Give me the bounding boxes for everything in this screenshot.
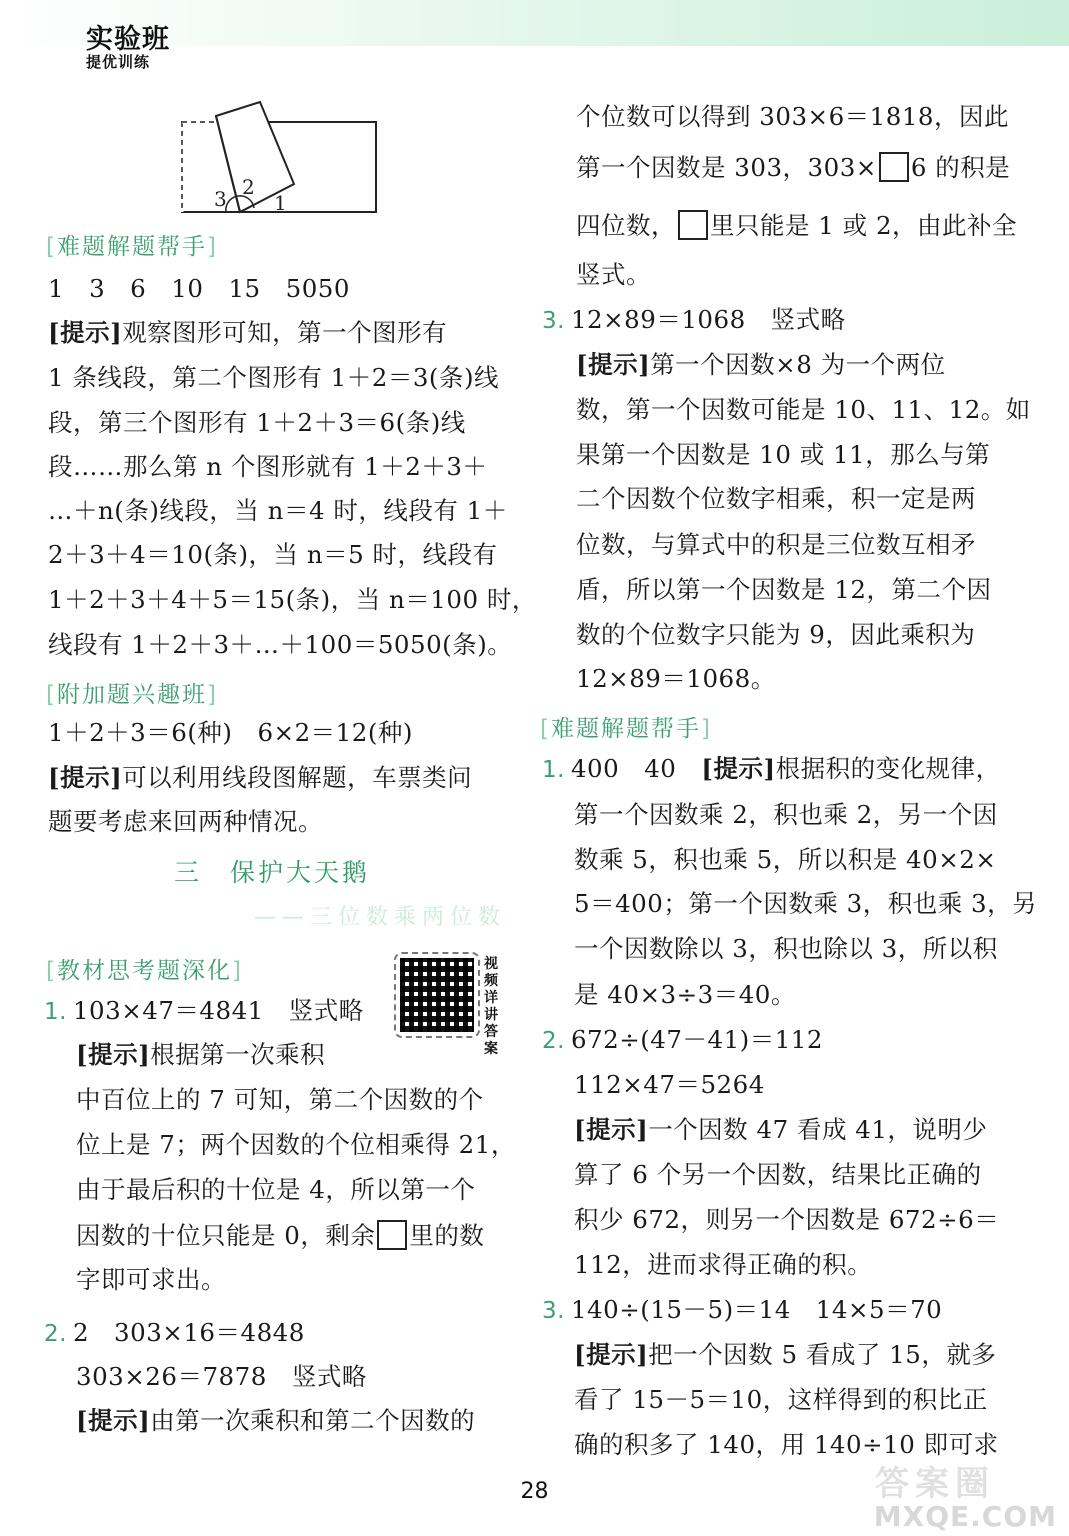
text-line: 1＋2＋3＋4＋5＝15(条)，当 n＝100 时，	[48, 585, 537, 614]
text-line: 位上是 7；两个因数的个位相乘得 21，	[76, 1130, 516, 1159]
hint-line: [提示]一个因数 47 看成 41，说明少	[574, 1115, 988, 1144]
blank-box	[678, 210, 708, 240]
question-1: 1. 103×47＝4841 竖式略	[44, 996, 364, 1025]
text-line: 12×89＝1068。	[576, 664, 776, 693]
text-line: 1 条线段，第二个图形有 1＋2＝3(条)线	[48, 363, 500, 392]
text-line: 题要考虑来回两种情况。	[48, 807, 323, 836]
fig-label-3: 3	[214, 187, 227, 211]
text-line: 由于最后积的十位是 4，所以第一个	[76, 1175, 476, 1204]
page-number: 28	[520, 1479, 549, 1504]
blank-box	[377, 1220, 407, 1250]
text-line: 因数的十位只能是 0，剩余 里的数	[76, 1221, 485, 1250]
watermark-logo: 答案圈	[875, 1464, 995, 1504]
text-line: 数乘 5，积也乘 5，所以积是 40×2×	[574, 845, 997, 874]
angle-figure	[178, 100, 380, 218]
text-line: 看了 15－5＝10，这样得到的积比正	[574, 1385, 988, 1414]
text-line: 盾，所以第一个因数是 12，第二个因	[576, 575, 992, 604]
fig-label-1: 1	[274, 191, 287, 215]
text-line: 确的积多了 140，用 140÷10 即可求	[574, 1430, 999, 1459]
text-line: 是 40×3÷3＝40。	[574, 980, 796, 1009]
chapter-title: 三 保护大天鹅	[174, 858, 371, 887]
text-line: 四位数， 里只能是 1 或 2，由此补全	[576, 211, 1018, 240]
qr-caption: 视频详讲答案	[484, 956, 498, 1057]
section-bonus: [附加题兴趣班]	[46, 682, 218, 708]
hint-line: [提示]把一个因数 5 看成了 15，就多	[574, 1340, 997, 1369]
section-hard-left: [难题解题帮手]	[46, 234, 218, 260]
hint-line: [提示]观察图形可知，第一个图形有	[48, 318, 448, 347]
question-2: 2. 2 303×16＝4848	[44, 1318, 305, 1347]
text-line: 位数，与算式中的积是三位数互相矛	[576, 530, 976, 559]
text-line: 112×47＝5264	[574, 1070, 765, 1099]
question-2: 2. 672÷(47－41)＝112	[542, 1025, 823, 1054]
text-line: 2＋3＋4＝10(条)，当 n＝5 时，线段有	[48, 540, 498, 569]
text-line: 第一个因数乘 2，积也乘 2，另一个因	[574, 800, 998, 829]
section-hard-right: [难题解题帮手]	[540, 716, 712, 742]
text-line: 5＝400；第一个因数乘 3，积也乘 3，另	[574, 889, 1038, 918]
text-line: 竖式。	[576, 260, 651, 289]
text-line: 第一个因数是 303，303× 6 的积是	[576, 153, 1011, 182]
text-line: 果第一个因数是 10 或 11，那么与第	[576, 440, 991, 469]
text-line: 二个因数个位数字相乘，积一定是两	[576, 484, 976, 513]
text-line: 数，第一个因数可能是 10、11、12。如	[576, 395, 1031, 424]
text-line: 303×26＝7878 竖式略	[76, 1362, 367, 1391]
brand-sub: 提优训练	[86, 53, 151, 71]
question-1: 1. 400 40 [提示]根据积的变化规律，	[542, 754, 1001, 783]
section-textbook: [教材思考题深化]	[46, 958, 243, 984]
hint-line: [提示]根据第一次乘积	[76, 1040, 326, 1069]
question-3: 3. 12×89＝1068 竖式略	[542, 305, 846, 334]
answer-line: 1＋2＋3＝6(种) 6×2＝12(种)	[48, 718, 413, 747]
text-line: 线段有 1＋2＋3＋…＋100＝5050(条)。	[48, 630, 513, 659]
text-line: 段……那么第 n 个图形就有 1＋2＋3＋	[48, 452, 488, 481]
text-line: 一个因数除以 3，积也除以 3，所以积	[574, 934, 998, 963]
hint-line: [提示]第一个因数×8 为一个两位	[576, 350, 946, 379]
hint-line: [提示]可以利用线段图解题，车票类问	[48, 763, 473, 792]
hint-line: [提示]由第一次乘积和第二个因数的	[76, 1406, 476, 1435]
watermark-site: MXQE.COM	[873, 1500, 1057, 1533]
text-line: 字即可求出。	[76, 1265, 226, 1294]
text-line: 积少 672，则另一个因数是 672÷6＝	[574, 1205, 1000, 1234]
text-line: 段，第三个图形有 1＋2＋3＝6(条)线	[48, 408, 466, 437]
text-line: 算了 6 个另一个因数，结果比正确的	[574, 1160, 982, 1189]
text-line: …＋n(条)线段，当 n＝4 时，线段有 1＋	[48, 496, 508, 525]
text-line: 中百位上的 7 可知，第二个因数的个	[76, 1085, 484, 1114]
text-line: 数的个位数字只能为 9，因此乘积为	[576, 620, 976, 649]
brand-logo	[86, 26, 170, 70]
answer-line: 1 3 6 10 15 5050	[48, 274, 350, 303]
text-line: 个位数可以得到 303×6＝1818，因此	[576, 102, 1010, 131]
chapter-subtitle: ——三位数乘两位数	[254, 905, 507, 930]
brand-main: 实验班	[86, 24, 170, 55]
qr-code[interactable]	[394, 952, 480, 1038]
blank-box	[879, 152, 909, 182]
fig-label-2: 2	[242, 175, 255, 199]
text-line: 112，进而求得正确的积。	[574, 1250, 873, 1279]
question-3: 3. 140÷(15－5)＝14 14×5＝70	[542, 1295, 943, 1324]
